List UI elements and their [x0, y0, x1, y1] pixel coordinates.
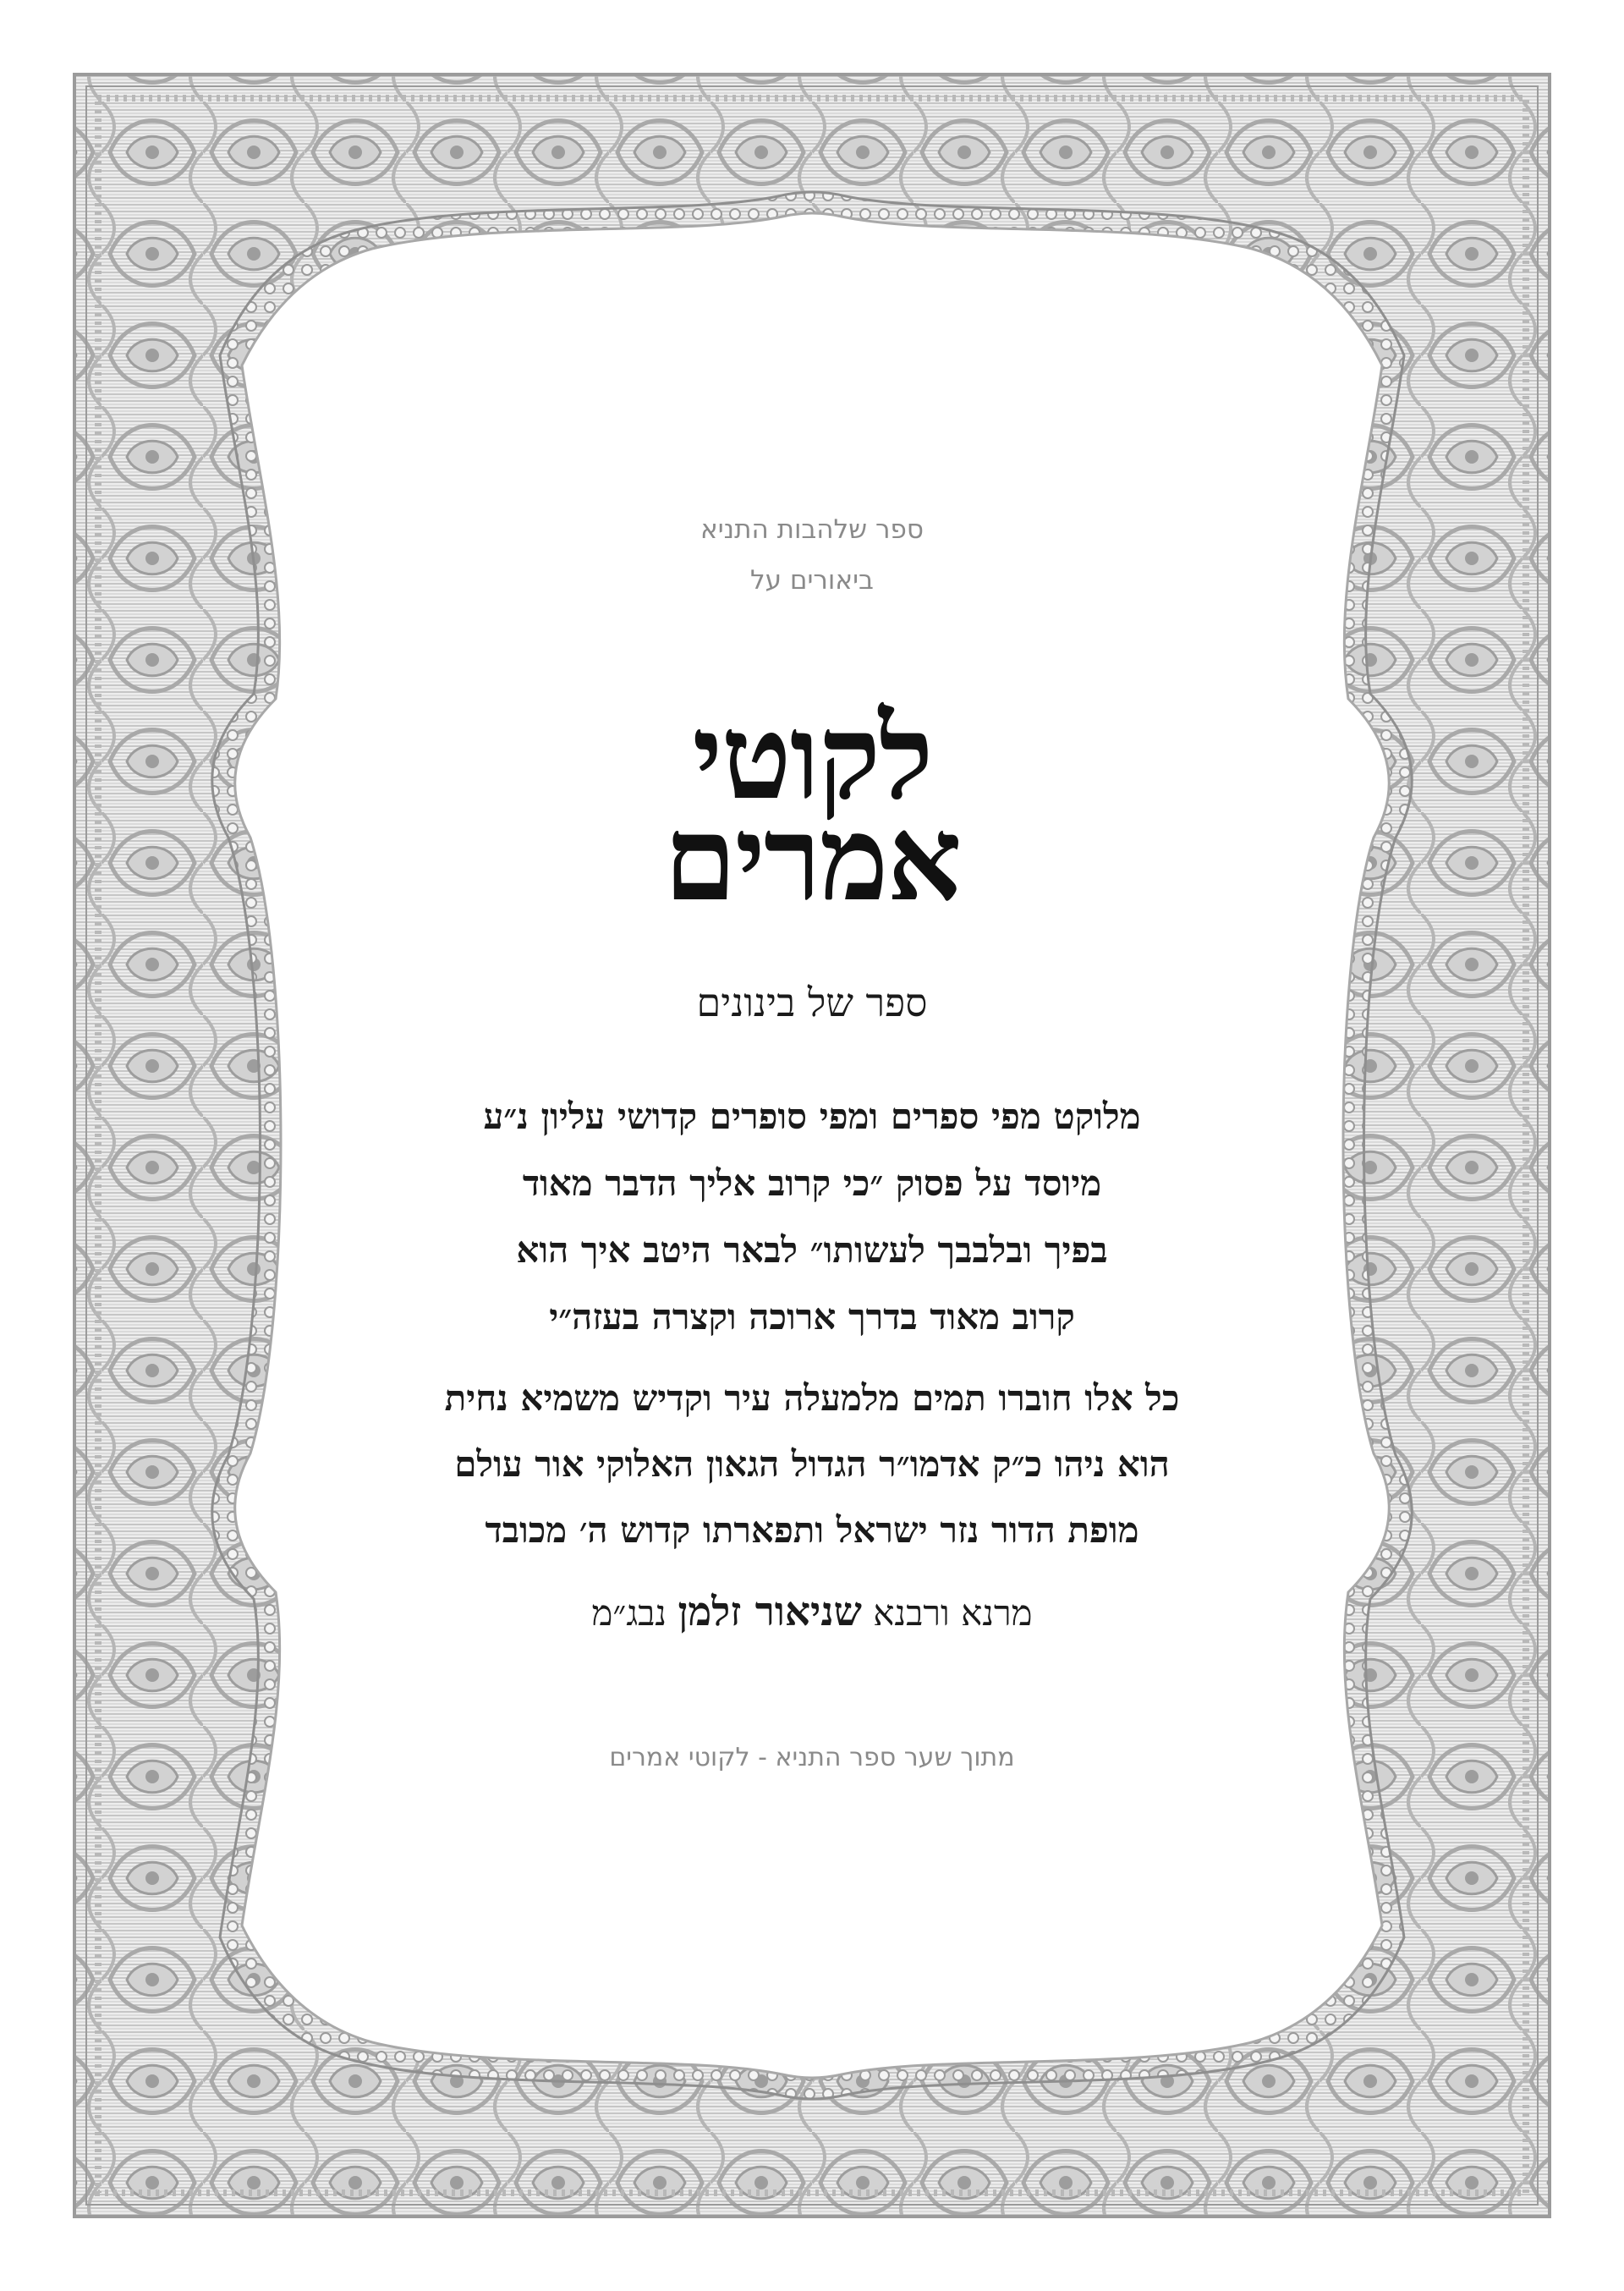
series-title: ספר שלהבות התניא [700, 514, 924, 545]
author-name: שניאור זלמן [678, 1589, 862, 1635]
book-subtitle: ספר של בינונים [696, 980, 928, 1025]
author-prefix: מרנא ורבנא [873, 1592, 1033, 1634]
paragraph-1-line-3: בפיך ובלבבך לעשותו״ לבאר היטב איך הוא [516, 1229, 1108, 1271]
source-note: מתוך שער ספר התניא - לקוטי אמרים [609, 1743, 1015, 1772]
book-title-line-2: אמרים [663, 789, 961, 927]
paragraph-1-line-2: מיוסד על פסוק ״כי קרוב אליך הדבר מאוד [522, 1162, 1102, 1204]
paragraph-2-line-1: כל אלו חוברו תמים מלמעלה עיר וקדיש משמיא נחית [444, 1377, 1180, 1419]
paragraph-1-line-4: קרוב מאוד בדרך ארוכה וקצרה בעזה״י [549, 1296, 1075, 1338]
author-line [0, 1589, 1624, 1635]
paragraph-2-line-3: מופת הדור נזר ישראל ותפארתו קדוש ה׳ מכובד [485, 1509, 1139, 1551]
paragraph-1-line-1: מלוקט מפי ספרים ומפי סופרים קדושי עליון נ״ע [483, 1096, 1141, 1137]
book-title-line-1: לקוטי [692, 688, 932, 826]
series-subtitle: ביאורים על [750, 565, 874, 596]
author-suffix: נבג״מ [591, 1592, 667, 1634]
paragraph-2-line-2: הוא ניהו כ״ק אדמו״ר הגדול הגאון האלוקי אור עולם [454, 1443, 1170, 1485]
